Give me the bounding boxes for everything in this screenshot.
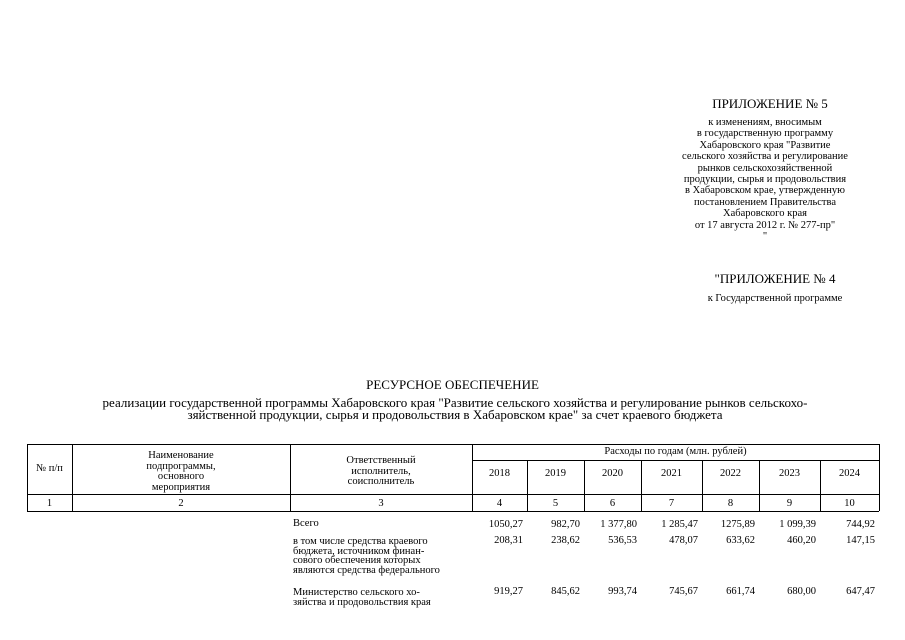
header-name-line: подпрограммы, bbox=[146, 460, 216, 472]
appendix-5-line: Хабаровского края bbox=[723, 208, 807, 220]
value-cell: 993,74 bbox=[608, 586, 637, 597]
value-cell: 1 377,80 bbox=[600, 519, 637, 530]
executor-line: являются средства федерального bbox=[293, 564, 440, 576]
header-name-line: Наименование bbox=[148, 450, 214, 461]
value-cell: 647,47 bbox=[846, 586, 875, 597]
header-name-line: основного bbox=[157, 471, 205, 482]
value-cell: 845,62 bbox=[551, 586, 580, 597]
executor-line: сового обеспечения которых bbox=[293, 555, 421, 567]
header-year: 2024 bbox=[839, 468, 860, 479]
header-executor-line: соисполнитель bbox=[347, 476, 415, 487]
appendix-5-line: в государственную программу bbox=[696, 128, 834, 140]
executor-line: Всего bbox=[293, 518, 319, 529]
table-border bbox=[27, 444, 879, 445]
header-name bbox=[72, 451, 290, 493]
col-number: 1 bbox=[46, 498, 53, 509]
header-year: 2019 bbox=[545, 468, 566, 479]
appendix-5-subtitle bbox=[640, 117, 890, 242]
header-year: 2020 bbox=[602, 468, 623, 479]
document-subtitle bbox=[30, 397, 880, 421]
header-year: 2022 bbox=[720, 468, 741, 479]
value-cell: 982,70 bbox=[551, 519, 580, 530]
appendix-5-line: к изменениям, вносимым bbox=[708, 117, 822, 128]
col-number: 10 bbox=[844, 498, 855, 509]
header-executor-line: Ответственный bbox=[346, 455, 416, 466]
document-subtitle-line: реализации государственной программы Хабаровского края "Развитие сельского хозяйства и регулирование рынков сельскохо- bbox=[102, 395, 808, 410]
header-year: 2021 bbox=[661, 468, 682, 479]
table-row-executor bbox=[293, 588, 470, 607]
table-border bbox=[472, 460, 879, 461]
table-row-executor bbox=[293, 519, 470, 529]
col-number: 7 bbox=[668, 498, 675, 509]
table-border bbox=[879, 444, 880, 511]
document-subtitle-line: зяйственной продукции, сырья и продовольствия в Хабаровском крае" за счет краевого бюджета bbox=[187, 407, 723, 422]
appendix-5-line: в Хабаровском крае, утвержденную bbox=[685, 185, 845, 197]
col-number: 3 bbox=[378, 498, 384, 509]
value-cell: 147,15 bbox=[846, 535, 875, 546]
header-expenses: Расходы по годам (млн. рублей) bbox=[604, 446, 747, 457]
table-row-executor bbox=[293, 537, 470, 575]
value-cell: 536,53 bbox=[608, 535, 637, 546]
appendix-5-line: продукции, сырья и продовольствия bbox=[683, 174, 847, 186]
executor-line: в том числе средства краевого bbox=[293, 536, 428, 547]
value-cell: 1275,89 bbox=[720, 519, 755, 530]
executor-line: Министерство сельского хо- bbox=[293, 587, 420, 598]
appendix-5-line: от 17 августа 2012 г. № 277-пр" bbox=[694, 219, 836, 231]
value-cell: 680,00 bbox=[787, 586, 816, 597]
value-cell: 1050,27 bbox=[488, 519, 523, 530]
value-cell: 919,27 bbox=[494, 586, 523, 597]
col-number: 2 bbox=[178, 498, 184, 509]
executor-line: бюджета, источником финан- bbox=[293, 545, 425, 557]
value-cell: 745,67 bbox=[669, 586, 698, 597]
header-year: 2018 bbox=[489, 468, 510, 479]
value-cell: 1 099,39 bbox=[779, 519, 816, 530]
header-year: 2023 bbox=[779, 468, 800, 479]
table-border bbox=[27, 511, 879, 512]
header-executor bbox=[290, 456, 472, 488]
appendix-5-line: " bbox=[762, 231, 768, 243]
appendix-5-title: ПРИЛОЖЕНИЕ № 5 bbox=[712, 96, 828, 111]
header-num: № п/п bbox=[36, 463, 63, 474]
value-cell: 460,20 bbox=[787, 535, 816, 546]
value-cell: 661,74 bbox=[726, 586, 755, 597]
value-cell: 1 285,47 bbox=[661, 519, 698, 530]
executor-line: зяйства и продовольствия края bbox=[293, 596, 431, 608]
appendix-5-line: сельского хозяйства и регулирование bbox=[682, 151, 848, 163]
header-executor-line: исполнитель, bbox=[351, 465, 411, 477]
value-cell: 208,31 bbox=[494, 535, 523, 546]
header-name-line: мероприятия bbox=[151, 481, 211, 493]
col-number: 8 bbox=[727, 498, 734, 509]
col-number: 5 bbox=[552, 498, 559, 509]
appendix-5-line: постановлением Правительства bbox=[693, 196, 836, 208]
appendix-5-line: рынков сельскохозяйственной bbox=[697, 162, 833, 174]
value-cell: 744,92 bbox=[846, 519, 875, 530]
appendix-5-line: Хабаровского края "Развитие bbox=[699, 139, 831, 151]
col-number: 4 bbox=[496, 498, 503, 509]
appendix-4-title: "ПРИЛОЖЕНИЕ № 4 bbox=[714, 271, 836, 286]
table-border bbox=[27, 494, 879, 495]
col-number: 6 bbox=[609, 498, 616, 509]
value-cell: 238,62 bbox=[551, 535, 580, 546]
col-number: 9 bbox=[786, 498, 793, 509]
document-title: РЕСУРСНОЕ ОБЕСПЕЧЕНИЕ bbox=[366, 377, 539, 392]
appendix-4-subtitle: к Государственной программе bbox=[707, 293, 843, 304]
value-cell: 478,07 bbox=[669, 535, 698, 546]
value-cell: 633,62 bbox=[726, 535, 755, 546]
